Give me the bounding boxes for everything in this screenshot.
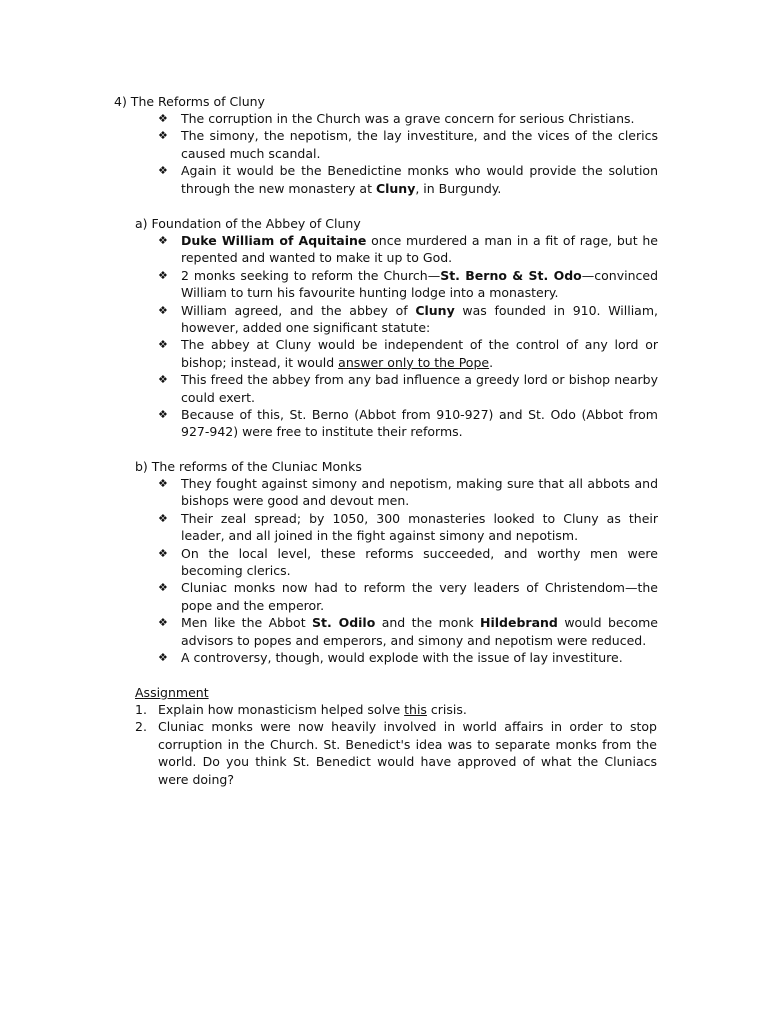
subsection-heading-b: b) The reforms of the Cluniac Monks (135, 459, 362, 474)
list-item: ❖ The corruption in the Church was a grave concern for serious Christians. (158, 111, 635, 126)
item-number: 2. (135, 719, 147, 735)
list-item: ❖ Because of this, St. Berno (Abbot from 910-927) and St. Odo (Abbot from 927-942) were free to institute their reforms. (158, 407, 658, 440)
diamond-bullet-icon: ❖ (158, 616, 168, 630)
foundation-list (158, 232, 658, 441)
list-item: 2. Cluniac monks were now heavily involved in world affairs in order to stop corruption in the Church. St. Benedict's idea was to separate monks from the world. Do you think St. Benedict would have approved of what the Cluniacs were doing? (135, 719, 657, 787)
diamond-bullet-icon: ❖ (158, 477, 168, 490)
diamond-bullet-icon: ❖ (158, 338, 168, 352)
diamond-bullet-icon: ❖ (158, 546, 168, 560)
assignment-list (135, 701, 657, 788)
list-item: 1. Explain how monasticism helped solve this crisis. (135, 702, 467, 717)
assignment-heading: Assignment (135, 685, 209, 700)
subsection-heading-a: a) Foundation of the Abbey of Cluny (135, 216, 361, 231)
list-item: ❖ On the local level, these reforms succeeded, and worthy men were becoming clerics. (158, 545, 658, 579)
list-item: ❖ Men like the Abbot St. Odilo and the monk Hildebrand would become advisors to popes and emperors, and simony and nepotism were reduced. (158, 615, 658, 648)
list-item: ❖ Their zeal spread; by 1050, 300 monasteries looked to Cluny as their leader, and all joined in the fight against simony and nepotism. (158, 510, 658, 544)
diamond-bullet-icon: ❖ (158, 511, 168, 525)
diamond-bullet-icon: ❖ (158, 129, 168, 143)
diamond-bullet-icon: ❖ (158, 164, 168, 178)
diamond-bullet-icon: ❖ (158, 303, 168, 317)
list-item: ❖ The simony, the nepotism, the lay investiture, and the vices of the clerics caused much scandal. (158, 128, 658, 161)
intro-list (158, 110, 658, 197)
list-item: ❖ Duke William of Aquitaine once murdered a man in a fit of rage, but he repented and wanted to make it up to God. (158, 233, 658, 266)
item-number: 1. (135, 702, 147, 717)
reforms-list (158, 475, 658, 666)
diamond-bullet-icon: ❖ (158, 651, 168, 665)
diamond-bullet-icon: ❖ (158, 373, 168, 387)
diamond-bullet-icon: ❖ (158, 268, 168, 282)
list-item: ❖ William agreed, and the abbey of Cluny was founded in 910. William, however, added one significant statute: (158, 302, 658, 336)
diamond-bullet-icon: ❖ (158, 112, 168, 125)
list-item: ❖ They fought against simony and nepotism, making sure that all abbots and bishops were good and devout men. (158, 476, 658, 509)
diamond-bullet-icon: ❖ (158, 234, 168, 247)
list-item: ❖ 2 monks seeking to reform the Church—St. Berno & St. Odo—convinced William to turn his favourite hunting lodge into a monastery. (158, 267, 658, 301)
list-item: ❖ This freed the abbey from any bad influence a greedy lord or bishop nearby could exert. (158, 372, 658, 405)
list-item: ❖ A controversy, though, would explode with the issue of lay investiture. (158, 650, 623, 666)
section-title: 4) The Reforms of Cluny (114, 94, 265, 109)
diamond-bullet-icon: ❖ (158, 581, 168, 595)
list-item: ❖ Cluniac monks now had to reform the very leaders of Christendom—the pope and the emperor. (158, 580, 658, 613)
diamond-bullet-icon: ❖ (158, 408, 168, 422)
list-item: ❖ The abbey at Cluny would be independent of the control of any lord or bishop; instead, it would answer only to the Pope. (158, 337, 658, 370)
list-item: ❖ Again it would be the Benedictine monks who would provide the solution through the new monastery at Cluny, in Burgundy. (158, 163, 658, 196)
